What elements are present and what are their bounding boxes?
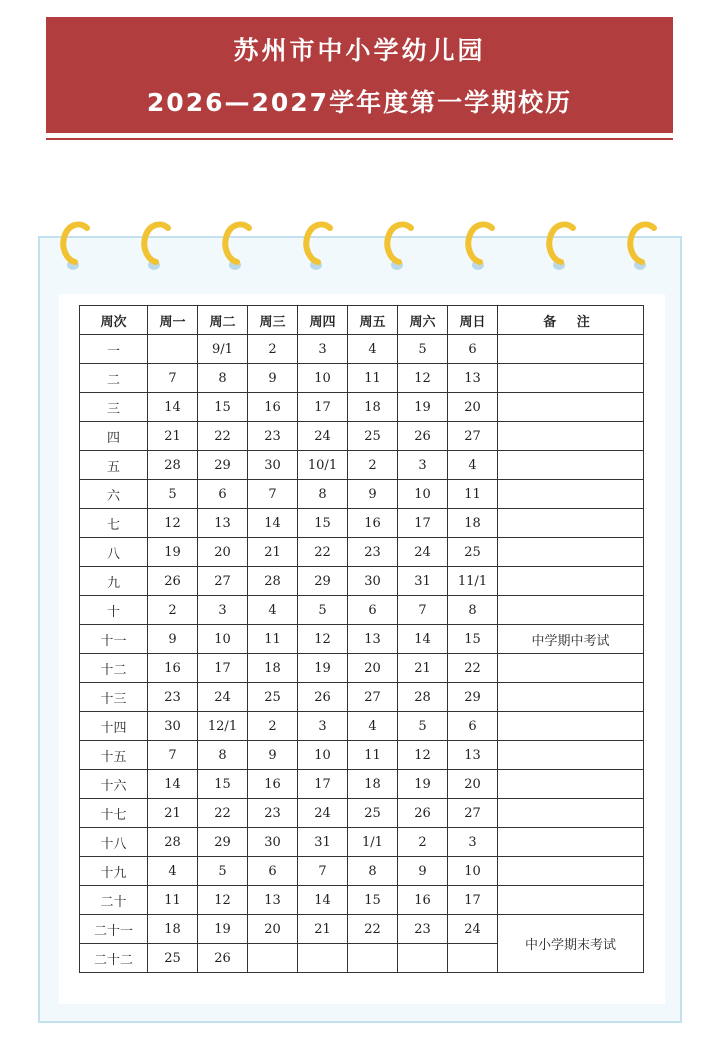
table-row [80, 451, 644, 480]
date-cell: 15 [198, 393, 248, 422]
week-number-cell: 十七 [80, 799, 148, 828]
date-cell: 3 [398, 451, 448, 480]
date-cell: 11 [448, 480, 498, 509]
week-number-cell: 十五 [80, 741, 148, 770]
date-cell: 29 [198, 451, 248, 480]
date-cell: 26 [148, 567, 198, 596]
column-header: 周二 [198, 306, 248, 335]
date-cell: 9 [148, 625, 198, 654]
note-cell [498, 480, 644, 509]
date-cell: 16 [248, 393, 298, 422]
date-cell: 12 [198, 886, 248, 915]
note-cell [498, 567, 644, 596]
date-cell: 3 [448, 828, 498, 857]
date-cell: 9 [398, 857, 448, 886]
date-cell: 10 [198, 625, 248, 654]
date-cell: 6 [448, 335, 498, 364]
date-cell: 6 [448, 712, 498, 741]
date-cell: 23 [248, 799, 298, 828]
date-cell: 26 [198, 944, 248, 973]
week-number-cell: 十九 [80, 857, 148, 886]
date-cell: 9 [248, 741, 298, 770]
date-cell: 30 [148, 712, 198, 741]
date-cell: 4 [248, 596, 298, 625]
date-cell: 7 [298, 857, 348, 886]
date-cell: 7 [148, 364, 198, 393]
date-cell: 20 [448, 393, 498, 422]
week-number-cell: 七 [80, 509, 148, 538]
note-cell [498, 538, 644, 567]
note-cell [498, 741, 644, 770]
note-cell [498, 683, 644, 712]
date-cell: 25 [448, 538, 498, 567]
date-cell: 12 [298, 625, 348, 654]
date-cell: 16 [398, 886, 448, 915]
date-cell: 22 [448, 654, 498, 683]
date-cell: 23 [348, 538, 398, 567]
date-cell: 4 [348, 335, 398, 364]
table-row [80, 712, 644, 741]
date-cell: 25 [348, 799, 398, 828]
date-cell [298, 944, 348, 973]
week-number-cell: 二十一 [80, 915, 148, 944]
note-cell [498, 451, 644, 480]
date-cell: 24 [198, 683, 248, 712]
date-cell: 20 [448, 770, 498, 799]
date-cell: 28 [248, 567, 298, 596]
date-cell: 15 [348, 886, 398, 915]
date-cell: 18 [348, 393, 398, 422]
week-number-cell: 二十 [80, 886, 148, 915]
date-cell: 19 [148, 538, 198, 567]
date-cell: 15 [198, 770, 248, 799]
date-cell: 13 [448, 741, 498, 770]
date-cell: 25 [148, 944, 198, 973]
date-cell: 24 [298, 799, 348, 828]
date-cell [348, 944, 398, 973]
date-cell: 7 [398, 596, 448, 625]
table-row [80, 770, 644, 799]
date-cell: 20 [348, 654, 398, 683]
date-cell: 8 [298, 480, 348, 509]
date-cell: 13 [248, 886, 298, 915]
date-cell: 18 [248, 654, 298, 683]
note-cell [498, 393, 644, 422]
calendar-table [79, 305, 644, 973]
note-cell [498, 712, 644, 741]
date-cell: 19 [398, 393, 448, 422]
week-number-cell: 三 [80, 393, 148, 422]
date-cell: 11 [348, 741, 398, 770]
date-cell: 5 [148, 480, 198, 509]
table-row [80, 538, 644, 567]
date-cell: 29 [198, 828, 248, 857]
date-cell: 3 [298, 712, 348, 741]
date-cell: 28 [398, 683, 448, 712]
date-cell: 5 [198, 857, 248, 886]
table-row [80, 567, 644, 596]
title-line-2: 2026—2027学年度第一学期校历 [146, 88, 573, 117]
date-cell: 30 [248, 828, 298, 857]
date-cell: 1/1 [348, 828, 398, 857]
date-cell: 17 [298, 770, 348, 799]
date-cell: 21 [298, 915, 348, 944]
column-header: 周次 [80, 306, 148, 335]
date-cell: 20 [248, 915, 298, 944]
date-cell: 22 [298, 538, 348, 567]
date-cell: 27 [198, 567, 248, 596]
date-cell: 18 [348, 770, 398, 799]
note-cell [498, 654, 644, 683]
date-cell: 10 [298, 741, 348, 770]
date-cell: 27 [448, 422, 498, 451]
date-cell: 9 [348, 480, 398, 509]
date-cell: 11 [248, 625, 298, 654]
date-cell [248, 944, 298, 973]
table-row [80, 741, 644, 770]
date-cell: 8 [198, 364, 248, 393]
table-row [80, 422, 644, 451]
week-number-cell: 九 [80, 567, 148, 596]
week-number-cell: 二 [80, 364, 148, 393]
table-row [80, 857, 644, 886]
date-cell: 13 [448, 364, 498, 393]
week-number-cell: 十八 [80, 828, 148, 857]
date-cell: 12 [398, 364, 448, 393]
date-cell: 21 [248, 538, 298, 567]
date-cell: 21 [148, 799, 198, 828]
column-header: 周日 [448, 306, 498, 335]
week-number-cell: 十六 [80, 770, 148, 799]
date-cell: 30 [348, 567, 398, 596]
table-row [80, 654, 644, 683]
date-cell [448, 944, 498, 973]
date-cell: 12 [148, 509, 198, 538]
date-cell: 13 [198, 509, 248, 538]
date-cell: 22 [348, 915, 398, 944]
date-cell [398, 944, 448, 973]
date-cell: 2 [248, 712, 298, 741]
date-cell: 31 [398, 567, 448, 596]
date-cell: 14 [248, 509, 298, 538]
table-row [80, 335, 644, 364]
column-header: 周三 [248, 306, 298, 335]
note-cell-final-exam: 中小学期末考试 [498, 915, 644, 973]
table-row [80, 886, 644, 915]
date-cell: 26 [398, 799, 448, 828]
week-number-cell: 八 [80, 538, 148, 567]
date-cell: 17 [448, 886, 498, 915]
date-cell: 16 [348, 509, 398, 538]
table-row [80, 915, 644, 944]
table-row [80, 480, 644, 509]
date-cell: 24 [448, 915, 498, 944]
date-cell: 2 [248, 335, 298, 364]
date-cell: 7 [248, 480, 298, 509]
date-cell: 18 [148, 915, 198, 944]
date-cell: 11 [148, 886, 198, 915]
date-cell: 11 [348, 364, 398, 393]
week-number-cell: 十二 [80, 654, 148, 683]
date-cell: 5 [298, 596, 348, 625]
table-header-row [80, 306, 644, 335]
week-number-cell: 十三 [80, 683, 148, 712]
date-cell: 4 [148, 857, 198, 886]
table-row [80, 799, 644, 828]
week-number-cell: 二十二 [80, 944, 148, 973]
table-row [80, 364, 644, 393]
date-cell: 9 [248, 364, 298, 393]
date-cell: 6 [248, 857, 298, 886]
notes-column-header: 备 注 [498, 306, 644, 335]
note-cell-midterm-exam: 中学期中考试 [498, 625, 644, 654]
date-cell: 21 [148, 422, 198, 451]
date-cell: 19 [298, 654, 348, 683]
date-cell: 8 [348, 857, 398, 886]
date-cell: 8 [198, 741, 248, 770]
title-underline [46, 138, 673, 140]
table-row [80, 625, 644, 654]
note-cell [498, 799, 644, 828]
date-cell: 21 [398, 654, 448, 683]
date-cell: 4 [348, 712, 398, 741]
date-cell: 26 [398, 422, 448, 451]
date-cell: 19 [398, 770, 448, 799]
title-line-1: 苏州市中小学幼儿园 [233, 36, 486, 65]
date-cell: 2 [348, 451, 398, 480]
column-header: 周四 [298, 306, 348, 335]
date-cell: 11/1 [448, 567, 498, 596]
date-cell: 23 [148, 683, 198, 712]
week-number-cell: 十 [80, 596, 148, 625]
date-cell: 30 [248, 451, 298, 480]
date-cell: 9/1 [198, 335, 248, 364]
date-cell: 25 [348, 422, 398, 451]
table-row [80, 683, 644, 712]
note-cell [498, 509, 644, 538]
date-cell: 15 [448, 625, 498, 654]
date-cell: 17 [398, 509, 448, 538]
date-cell: 17 [198, 654, 248, 683]
note-cell [498, 335, 644, 364]
date-cell: 3 [298, 335, 348, 364]
date-cell: 29 [298, 567, 348, 596]
date-cell: 2 [398, 828, 448, 857]
table-row [80, 393, 644, 422]
date-cell: 14 [148, 393, 198, 422]
date-cell: 20 [198, 538, 248, 567]
date-cell: 24 [298, 422, 348, 451]
date-cell: 6 [348, 596, 398, 625]
date-cell: 22 [198, 422, 248, 451]
date-cell [148, 335, 198, 364]
date-cell: 14 [398, 625, 448, 654]
date-cell: 4 [448, 451, 498, 480]
date-cell: 23 [398, 915, 448, 944]
date-cell: 18 [448, 509, 498, 538]
date-cell: 12 [398, 741, 448, 770]
week-number-cell: 十四 [80, 712, 148, 741]
note-cell [498, 857, 644, 886]
title-banner [46, 17, 673, 133]
date-cell: 25 [248, 683, 298, 712]
date-cell: 5 [398, 335, 448, 364]
table-row [80, 596, 644, 625]
date-cell: 10 [448, 857, 498, 886]
date-cell: 14 [298, 886, 348, 915]
date-cell: 6 [198, 480, 248, 509]
week-number-cell: 六 [80, 480, 148, 509]
date-cell: 5 [398, 712, 448, 741]
note-cell [498, 596, 644, 625]
column-header: 周一 [148, 306, 198, 335]
date-cell: 12/1 [198, 712, 248, 741]
note-cell [498, 886, 644, 915]
week-number-cell: 一 [80, 335, 148, 364]
table-row [80, 828, 644, 857]
date-cell: 31 [298, 828, 348, 857]
date-cell: 13 [348, 625, 398, 654]
table-row [80, 509, 644, 538]
date-cell: 16 [148, 654, 198, 683]
note-cell [498, 770, 644, 799]
note-cell [498, 828, 644, 857]
date-cell: 19 [198, 915, 248, 944]
date-cell: 10 [398, 480, 448, 509]
date-cell: 10 [298, 364, 348, 393]
date-cell: 3 [198, 596, 248, 625]
week-number-cell: 四 [80, 422, 148, 451]
date-cell: 10/1 [298, 451, 348, 480]
date-cell: 28 [148, 828, 198, 857]
column-header: 周五 [348, 306, 398, 335]
date-cell: 27 [448, 799, 498, 828]
date-cell: 17 [298, 393, 348, 422]
date-cell: 14 [148, 770, 198, 799]
date-cell: 29 [448, 683, 498, 712]
date-cell: 7 [148, 741, 198, 770]
date-cell: 28 [148, 451, 198, 480]
date-cell: 26 [298, 683, 348, 712]
date-cell: 23 [248, 422, 298, 451]
note-cell [498, 364, 644, 393]
date-cell: 2 [148, 596, 198, 625]
date-cell: 22 [198, 799, 248, 828]
week-number-cell: 五 [80, 451, 148, 480]
week-number-cell: 十一 [80, 625, 148, 654]
date-cell: 15 [298, 509, 348, 538]
note-cell [498, 422, 644, 451]
date-cell: 24 [398, 538, 448, 567]
date-cell: 27 [348, 683, 398, 712]
date-cell: 16 [248, 770, 298, 799]
column-header: 周六 [398, 306, 448, 335]
date-cell: 8 [448, 596, 498, 625]
